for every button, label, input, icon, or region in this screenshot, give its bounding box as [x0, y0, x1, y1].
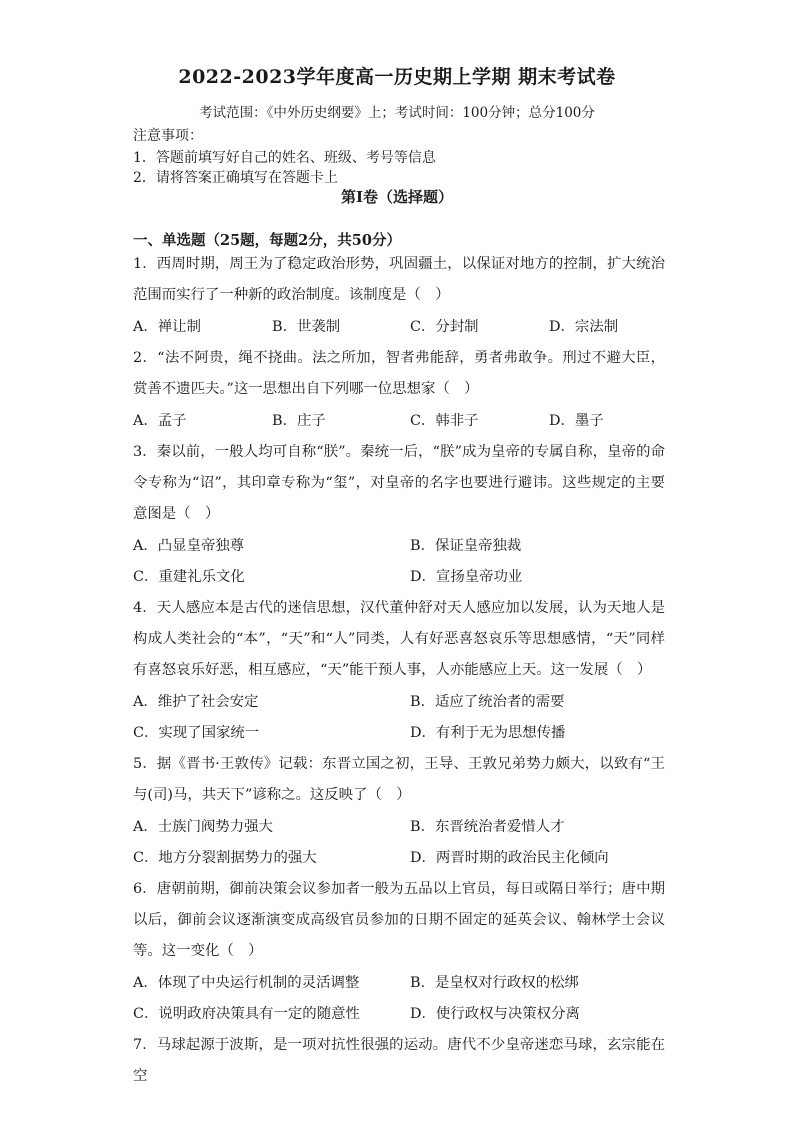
section-title: 第I卷（选择题） [340, 188, 454, 206]
option-b[interactable]: B．是皇权对行政权的松绑 [410, 975, 579, 991]
question-stem: 2．“法不阿贵，绳不挠曲。法之所加，智者弗能辞，勇者弗敢争。刑过不避大臣，赏善不遗匹夫。”这一思想出自下列哪一位思想家（ ） [133, 350, 665, 397]
option-a[interactable]: A．体现了中央运行机制的灵活调整 [133, 975, 360, 991]
question-stem: 5．据《晋书·王敦传》记载：东晋立国之初，王导、王敦兄弟势力颇大，以致有“王与(司)马，共天下”谚称之。这反映了（ ） [133, 756, 665, 803]
option-d[interactable]: D．两晋时期的政治民主化倾向 [410, 850, 609, 866]
question-4 [133, 593, 665, 686]
notes-item-1: 1．答题前填写好自己的姓名、班级、考号等信息 [133, 150, 436, 166]
question-2 [133, 343, 665, 405]
option-c[interactable]: C．重建礼乐文化 [133, 569, 245, 585]
part-heading: 一、单选题（25题，每题2分，共50分） [133, 232, 401, 249]
option-c[interactable]: C．说明政府决策具有一定的随意性 [133, 1006, 360, 1022]
option-a[interactable]: A．士族门阀势力强大 [133, 819, 273, 835]
question-stem: 6．唐朝前期，御前决策会议参加者一般为五品以上官员，每日或隔日举行；唐中期以后，御前会议逐渐演变成高级官员参加的日期不固定的延英会议、翰林学士会议等。这一变化（ ） [133, 881, 665, 959]
option-d[interactable]: D．宗法制 [549, 319, 619, 335]
option-c[interactable]: C．地方分裂割据势力的强大 [133, 850, 317, 866]
notes-item-2: 2．请将答案正确填写在答题卡上 [133, 170, 338, 186]
option-a[interactable]: A．凸显皇帝独尊 [133, 538, 245, 554]
option-a[interactable]: A．禅让制 [133, 319, 201, 335]
option-d[interactable]: D．有利于无为思想传播 [410, 725, 566, 741]
option-c[interactable]: C．分封制 [410, 319, 479, 335]
question-7 [133, 1030, 665, 1092]
question-6 [133, 874, 665, 967]
question-stem: 4．天人感应本是古代的迷信思想，汉代董仲舒对天人感应加以发展，认为天地人是构成人类社会的“本”，“天”和“人”同类，人有好恶喜怒哀乐等思想感情，“天”同样有喜怒哀乐好恶，相互感应，“天”能干预人事，人亦能感应上天。这一发展（ ） [133, 600, 665, 678]
option-d[interactable]: D．墨子 [549, 413, 604, 429]
option-c[interactable]: C．实现了国家统一 [133, 725, 260, 741]
option-c[interactable]: C．韩非子 [410, 413, 479, 429]
question-stem: 7．马球起源于波斯，是一项对抗性很强的运动。唐代不少皇帝迷恋马球，玄宗能在空 [133, 1037, 665, 1084]
option-a[interactable]: A．维护了社会安定 [133, 694, 259, 710]
option-b[interactable]: B．世袭制 [272, 319, 341, 335]
question-3 [133, 437, 665, 530]
exam-scope: 考试范围：《中外历史纲要》上；考试时间：100分钟；总分100分 [199, 105, 595, 121]
exam-title: 2022-2023学年度高一历史期上学期 期末考试卷 [178, 66, 616, 88]
option-d[interactable]: D．宣扬皇帝功业 [410, 569, 523, 585]
question-5 [133, 749, 665, 811]
option-a[interactable]: A．孟子 [133, 413, 187, 429]
option-b[interactable]: B．保证皇帝独裁 [410, 538, 522, 554]
option-b[interactable]: B．庄子 [272, 413, 326, 429]
question-stem: 3．秦以前，一般人均可自称“朕”。秦统一后，“朕”成为皇帝的专属自称，皇帝的命令专称为“诏”，其印章专称为“玺”，对皇帝的名字也要进行避讳。这些规定的主要意图是（ ） [133, 444, 665, 522]
option-b[interactable]: B．适应了统治者的需要 [410, 694, 565, 710]
notes-heading: 注意事项： [133, 128, 203, 144]
question-1 [133, 249, 665, 311]
option-b[interactable]: B．东晋统治者爱惜人才 [410, 819, 565, 835]
question-stem: 1．西周时期，周王为了稳定政治形势，巩固疆土，以保证对地方的控制，扩大统治范围而实行了一种新的政治制度。该制度是（ ） [133, 256, 665, 303]
option-d[interactable]: D．使行政权与决策权分离 [410, 1006, 580, 1022]
